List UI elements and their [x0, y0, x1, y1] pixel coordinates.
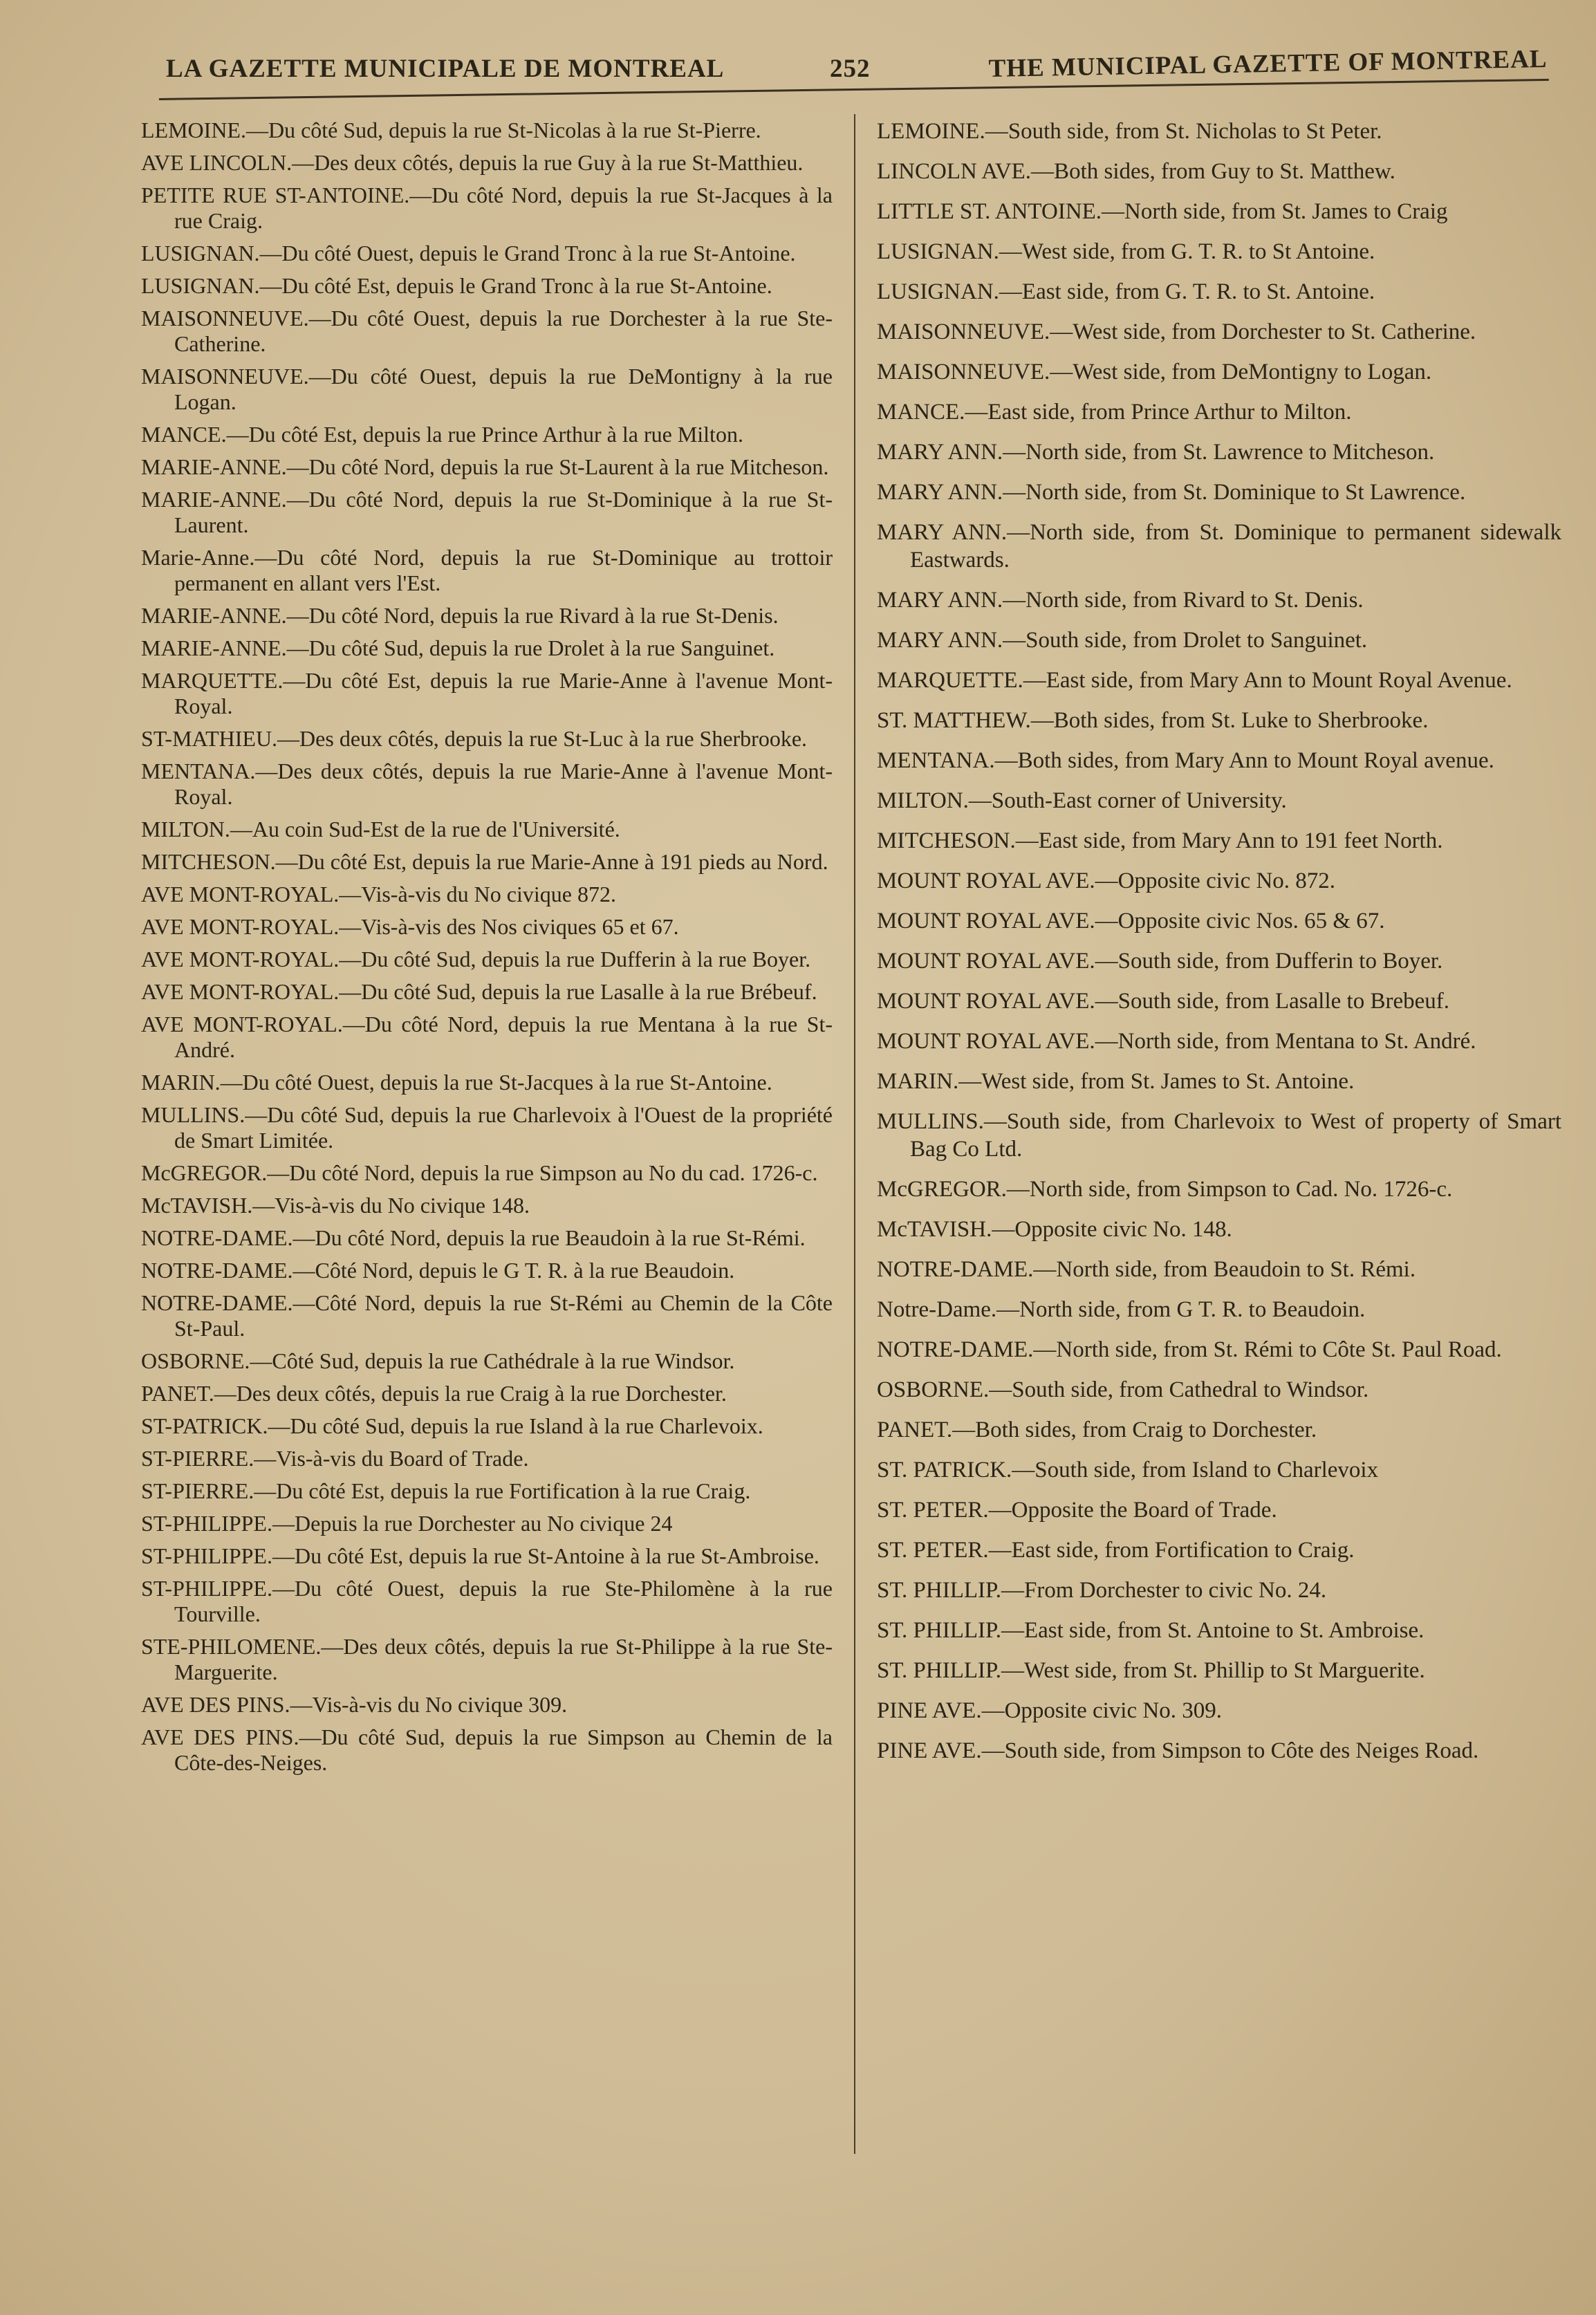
page-number: 252: [830, 55, 871, 83]
french-entry: LUSIGNAN.—Du côté Ouest, depuis le Grand Tronc à la rue St-Antoine.: [141, 241, 796, 266]
english-entry: MARY ANN.—North side, from St. Lawrence to Mitcheson.: [877, 440, 1435, 465]
french-entry: OSBORNE.—Côté Sud, depuis la rue Cathédrale à la rue Windsor.: [141, 1348, 735, 1373]
french-entry: MAISONNEUVE.—Du côté Ouest, depuis la rue Dorchester à la rue Ste-Catherine.: [141, 306, 833, 356]
english-entry: PINE AVE.—South side, from Simpson to Côte des Neiges Road.: [877, 1738, 1479, 1763]
english-entry: McGREGOR.—North side, from Simpson to Cad. No. 1726-c.: [877, 1177, 1453, 1202]
english-entry: MOUNT ROYAL AVE.—South side, from Dufferin to Boyer.: [877, 949, 1443, 974]
french-entry: AVE MONT-ROYAL.—Du côté Nord, depuis la rue Mentana à la rue St-André.: [141, 1012, 833, 1062]
english-column: [877, 118, 1561, 1777]
english-entry: ST. PETER.—Opposite the Board of Trade.: [877, 1498, 1277, 1523]
english-entry: OSBORNE.—South side, from Cathedral to Windsor.: [877, 1377, 1369, 1402]
english-entry: MARQUETTE.—East side, from Mary Ann to Mount Royal Avenue.: [877, 668, 1512, 693]
english-entry: MAISONNEUVE.—West side, from DeMontigny to Logan.: [877, 360, 1432, 384]
english-entry: PINE AVE.—Opposite civic No. 309.: [877, 1698, 1222, 1723]
english-entry: MOUNT ROYAL AVE.—Opposite civic No. 872.: [877, 868, 1336, 893]
english-entry: LINCOLN AVE.—Both sides, from Guy to St. Matthew.: [877, 159, 1395, 184]
french-entry: AVE MONT-ROYAL.—Du côté Sud, depuis la rue Dufferin à la rue Boyer.: [141, 947, 811, 971]
english-entry: MOUNT ROYAL AVE.—South side, from Lasalle to Brebeuf.: [877, 989, 1449, 1014]
french-entry: ST-PHILIPPE.—Du côté Est, depuis la rue St-Antoine à la rue St-Ambroise.: [141, 1543, 819, 1568]
english-entry: ST. PATRICK.—South side, from Island to Charlevoix: [877, 1458, 1379, 1482]
english-entry: NOTRE-DAME.—North side, from St. Rémi to Côte St. Paul Road.: [877, 1337, 1502, 1362]
french-entry: MARIE-ANNE.—Du côté Nord, depuis la rue St-Laurent à la rue Mitcheson.: [141, 454, 829, 479]
english-title: THE MUNICIPAL GAZETTE OF MONTREAL: [988, 44, 1548, 84]
french-entry: NOTRE-DAME.—Du côté Nord, depuis la rue Beaudoin à la rue St-Rémi.: [141, 1225, 806, 1250]
english-entry: ST. PHILLIP.—East side, from St. Antoine to St. Ambroise.: [877, 1618, 1425, 1643]
english-entry: LEMOINE.—South side, from St. Nicholas to St Peter.: [877, 119, 1382, 144]
french-entry: AVE LINCOLN.—Des deux côtés, depuis la rue Guy à la rue St-Matthieu.: [141, 150, 804, 175]
french-entry: AVE MONT-ROYAL.—Vis-à-vis du No civique 872.: [141, 882, 616, 907]
column-divider: [854, 114, 855, 2154]
french-entry: ST-PHILIPPE.—Du côté Ouest, depuis la rue Ste-Philomène à la rue Tourville.: [141, 1576, 833, 1626]
french-entry: NOTRE-DAME.—Côté Nord, depuis la rue St-Rémi au Chemin de la Côte St-Paul.: [141, 1290, 833, 1341]
english-entry: MITCHESON.—East side, from Mary Ann to 191 feet North.: [877, 828, 1443, 853]
english-entry: ST. PHILLIP.—From Dorchester to civic No. 24.: [877, 1578, 1327, 1603]
english-entry: PANET.—Both sides, from Craig to Dorchester.: [877, 1417, 1317, 1442]
english-entry: ST. PETER.—East side, from Fortification to Craig.: [877, 1538, 1355, 1563]
french-entry: ST-PATRICK.—Du côté Sud, depuis la rue Island à la rue Charlevoix.: [141, 1413, 763, 1438]
french-entry: LEMOINE.—Du côté Sud, depuis la rue St-Nicolas à la rue St-Pierre.: [141, 118, 761, 142]
french-entry: ST-PHILIPPE.—Depuis la rue Dorchester au No civique 24: [141, 1511, 673, 1536]
french-entry: NOTRE-DAME.—Côté Nord, depuis le G T. R. à la rue Beaudoin.: [141, 1258, 735, 1283]
english-entry: MANCE.—East side, from Prince Arthur to Milton.: [877, 400, 1352, 425]
english-entry: LUSIGNAN.—East side, from G. T. R. to St. Antoine.: [877, 279, 1375, 304]
french-entry: AVE MONT-ROYAL.—Vis-à-vis des Nos civiques 65 et 67.: [141, 914, 679, 939]
english-entry: MOUNT ROYAL AVE.—North side, from Mentana to St. André.: [877, 1029, 1476, 1054]
french-entry: MANCE.—Du côté Est, depuis la rue Prince Arthur à la rue Milton.: [141, 422, 743, 447]
french-entry: PANET.—Des deux côtés, depuis la rue Craig à la rue Dorchester.: [141, 1381, 727, 1406]
english-entry: MARY ANN.—North side, from Rivard to St. Denis.: [877, 588, 1364, 613]
french-entry: McGREGOR.—Du côté Nord, depuis la rue Simpson au No du cad. 1726-c.: [141, 1160, 818, 1185]
english-entry: MILTON.—South-East corner of University.: [877, 788, 1287, 813]
french-entry: PETITE RUE ST-ANTOINE.—Du côté Nord, depuis la rue St-Jacques à la rue Craig.: [141, 183, 833, 233]
english-entry: NOTRE-DAME.—North side, from Beaudoin to St. Rémi.: [877, 1257, 1416, 1282]
french-entry: McTAVISH.—Vis-à-vis du No civique 148.: [141, 1193, 530, 1218]
english-entry: ST. MATTHEW.—Both sides, from St. Luke to Sherbrooke.: [877, 708, 1429, 733]
english-entry: MENTANA.—Both sides, from Mary Ann to Mount Royal avenue.: [877, 748, 1494, 773]
french-entry: ST-PIERRE.—Du côté Est, depuis la rue Fortification à la rue Craig.: [141, 1478, 751, 1503]
english-entry: ST. PHILLIP.—West side, from St. Phillip to St Marguerite.: [877, 1658, 1425, 1683]
french-entry: MILTON.—Au coin Sud-Est de la rue de l'Université.: [141, 817, 620, 842]
french-entry: Marie-Anne.—Du côté Nord, depuis la rue St-Dominique au trottoir permanent en allant vers l'Est.: [141, 545, 833, 595]
french-entry: ST-PIERRE.—Vis-à-vis du Board of Trade.: [141, 1446, 529, 1471]
french-entry: MENTANA.—Des deux côtés, depuis la rue Marie-Anne à l'avenue Mont-Royal.: [141, 759, 833, 809]
english-entry: MARY ANN.—North side, from St. Dominique to St Lawrence.: [877, 480, 1466, 505]
english-entry: MULLINS.—South side, from Charlevoix to West of property of Smart Bag Co Ltd.: [877, 1109, 1561, 1162]
french-entry: MARIE-ANNE.—Du côté Nord, depuis la rue Rivard à la rue St-Denis.: [141, 603, 779, 628]
french-entry: MITCHESON.—Du côté Est, depuis la rue Marie-Anne à 191 pieds au Nord.: [141, 849, 828, 874]
french-column: [141, 118, 833, 1783]
french-entry: ST-MATHIEU.—Des deux côtés, depuis la rue St-Luc à la rue Sherbrooke.: [141, 726, 808, 751]
english-entry: MARY ANN.—South side, from Drolet to Sanguinet.: [877, 628, 1368, 653]
french-title: LA GAZETTE MUNICIPALE DE MONTREAL: [166, 55, 725, 83]
french-entry: STE-PHILOMENE.—Des deux côtés, depuis la rue St-Philippe à la rue Ste-Marguerite.: [141, 1634, 833, 1684]
english-entry: MOUNT ROYAL AVE.—Opposite civic Nos. 65 & 67.: [877, 909, 1385, 933]
english-entry: MAISONNEUVE.—West side, from Dorchester to St. Catherine.: [877, 319, 1476, 344]
english-entry: Notre-Dame.—North side, from G T. R. to Beaudoin.: [877, 1297, 1366, 1322]
french-entry: MARQUETTE.—Du côté Est, depuis la rue Marie-Anne à l'avenue Mont-Royal.: [141, 668, 833, 718]
french-entry: AVE MONT-ROYAL.—Du côté Sud, depuis la rue Lasalle à la rue Brébeuf.: [141, 979, 817, 1004]
english-entry: MARIN.—West side, from St. James to St. Antoine.: [877, 1069, 1355, 1094]
english-entry: McTAVISH.—Opposite civic No. 148.: [877, 1217, 1232, 1242]
french-entry: MULLINS.—Du côté Sud, depuis la rue Charlevoix à l'Ouest de la propriété de Smart Limitée.: [141, 1102, 833, 1153]
french-entry: MARIN.—Du côté Ouest, depuis la rue St-Jacques à la rue St-Antoine.: [141, 1070, 772, 1095]
english-entry: MARY ANN.—North side, from St. Dominique to permanent sidewalk Eastwards.: [877, 520, 1561, 573]
french-entry: AVE DES PINS.—Vis-à-vis du No civique 309.: [141, 1692, 568, 1717]
french-entry: MAISONNEUVE.—Du côté Ouest, depuis la rue DeMontigny à la rue Logan.: [141, 364, 833, 414]
french-entry: AVE DES PINS.—Du côté Sud, depuis la rue Simpson au Chemin de la Côte-des-Neiges.: [141, 1724, 833, 1775]
french-entry: MARIE-ANNE.—Du côté Nord, depuis la rue St-Dominique à la rue St-Laurent.: [141, 487, 833, 537]
english-entry: LUSIGNAN.—West side, from G. T. R. to St Antoine.: [877, 239, 1375, 264]
french-entry: MARIE-ANNE.—Du côté Sud, depuis la rue Drolet à la rue Sanguinet.: [141, 635, 775, 660]
english-entry: LITTLE ST. ANTOINE.—North side, from St. James to Craig: [877, 199, 1448, 224]
french-entry: LUSIGNAN.—Du côté Est, depuis le Grand Tronc à la rue St-Antoine.: [141, 273, 772, 298]
